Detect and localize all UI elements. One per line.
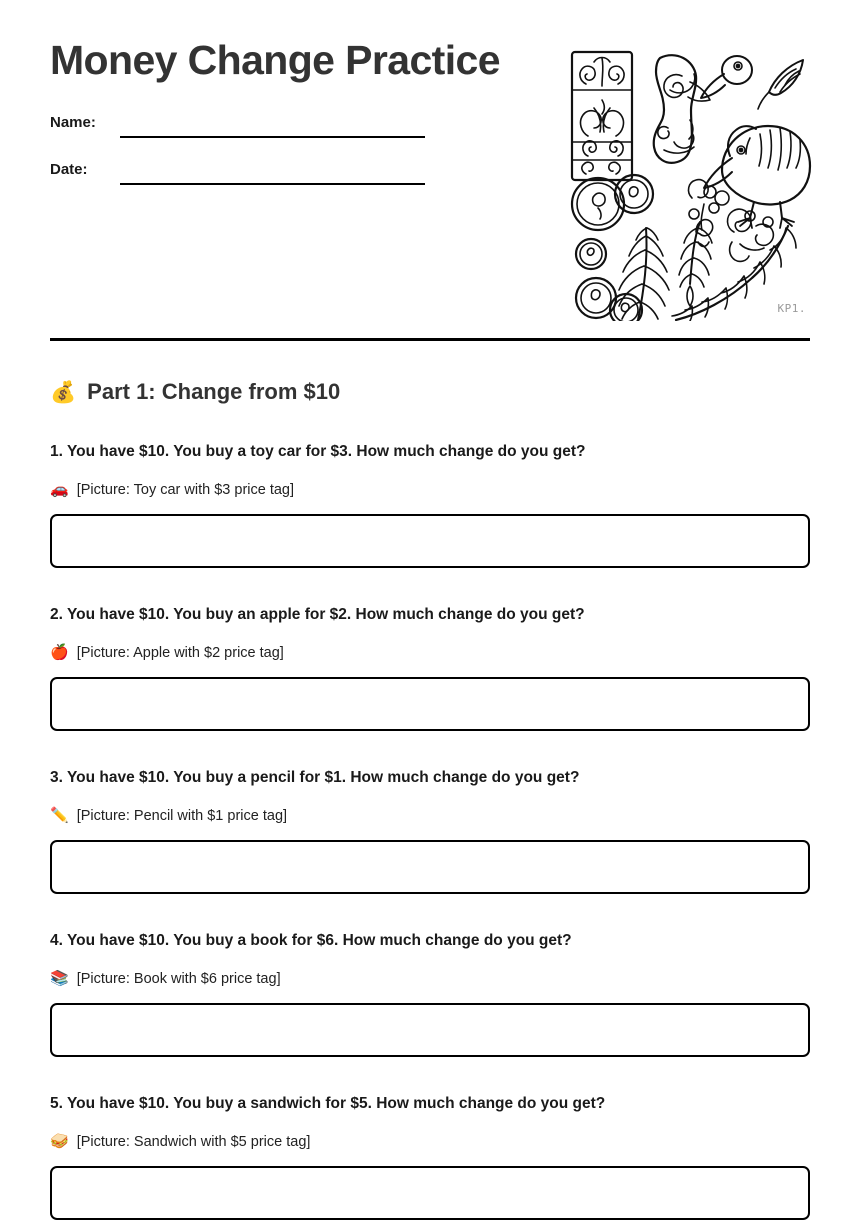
picture-note-text-5: [Picture: Sandwich with $5 price tag] [76, 1133, 311, 1150]
date-field-row [50, 157, 425, 204]
question-block-3 [50, 768, 810, 894]
koru-swirl-cluster-icon [727, 209, 773, 261]
question-text-5: 5. You have $10. You buy a sandwich for $5. How much change do you get? [50, 1094, 606, 1112]
apple-icon: 🍎 [50, 644, 69, 662]
fern-leaf-icon [679, 222, 712, 306]
answer-box-2[interactable] [50, 677, 810, 731]
money-bag-icon: 💰 [50, 380, 77, 404]
date-field-line[interactable] [120, 183, 425, 185]
question-text-4: 4. You have $10. You buy a book for $6. How much change do you get? [50, 931, 572, 949]
picture-note-text-4: [Picture: Book with $6 price tag] [76, 970, 281, 987]
page-title: Money Change Practice [50, 37, 500, 83]
sandwich-icon: 🥪 [50, 1133, 69, 1151]
answer-box-4[interactable] [50, 1003, 810, 1057]
picture-note-5 [50, 1134, 810, 1150]
question-block-4 [50, 931, 810, 1057]
fern-frond-icon [758, 60, 803, 109]
books-icon: 📚 [50, 970, 69, 988]
student-fields [50, 110, 425, 204]
kiwi-bird-head-icon [701, 56, 752, 98]
answer-box-3[interactable] [50, 840, 810, 894]
toy-car-icon: 🚗 [50, 481, 69, 499]
date-field-label: Date: [50, 160, 88, 178]
picture-note-text-1: [Picture: Toy car with $3 price tag] [76, 481, 295, 498]
picture-note-4 [50, 971, 810, 987]
name-field-row [50, 110, 425, 157]
question-text-2: 2. You have $10. You buy an apple for $2. How much change do you get? [50, 605, 585, 623]
question-block-2 [50, 605, 810, 731]
maori-koru-panel-icon [654, 55, 710, 163]
maori-carving-panel-icon [572, 52, 632, 180]
picture-note-2 [50, 645, 810, 661]
question-block-1 [50, 442, 810, 568]
answer-box-1[interactable] [50, 514, 810, 568]
worksheet-header [50, 0, 810, 338]
pencil-icon: ✏️ [50, 807, 69, 825]
answer-box-5[interactable] [50, 1166, 810, 1220]
question-text-1: 1. You have $10. You buy a toy car for $3. How much change do you get? [50, 443, 586, 460]
name-field-label: Name: [50, 113, 96, 131]
question-text-3: 3. You have $10. You buy a pencil for $1. How much change do you get? [50, 768, 580, 786]
kiwi-bird-icon [704, 126, 810, 228]
picture-note-1 [50, 482, 810, 498]
picture-note-3 [50, 808, 810, 824]
section-heading-part-1 [50, 379, 810, 405]
question-block-5 [50, 1094, 810, 1220]
picture-note-text-3: [Picture: Pencil with $1 price tag] [76, 807, 288, 824]
picture-note-text-2: [Picture: Apple with $2 price tag] [76, 644, 284, 661]
new-zealand-line-art-illustration [564, 46, 818, 321]
section-title: Part 1: Change from $10 [87, 379, 341, 404]
section-part-1 [50, 379, 810, 1220]
artist-signature: KP1. [777, 302, 806, 315]
silver-fern-icon [619, 228, 669, 320]
header-divider [50, 338, 810, 341]
name-field-line[interactable] [120, 136, 425, 138]
